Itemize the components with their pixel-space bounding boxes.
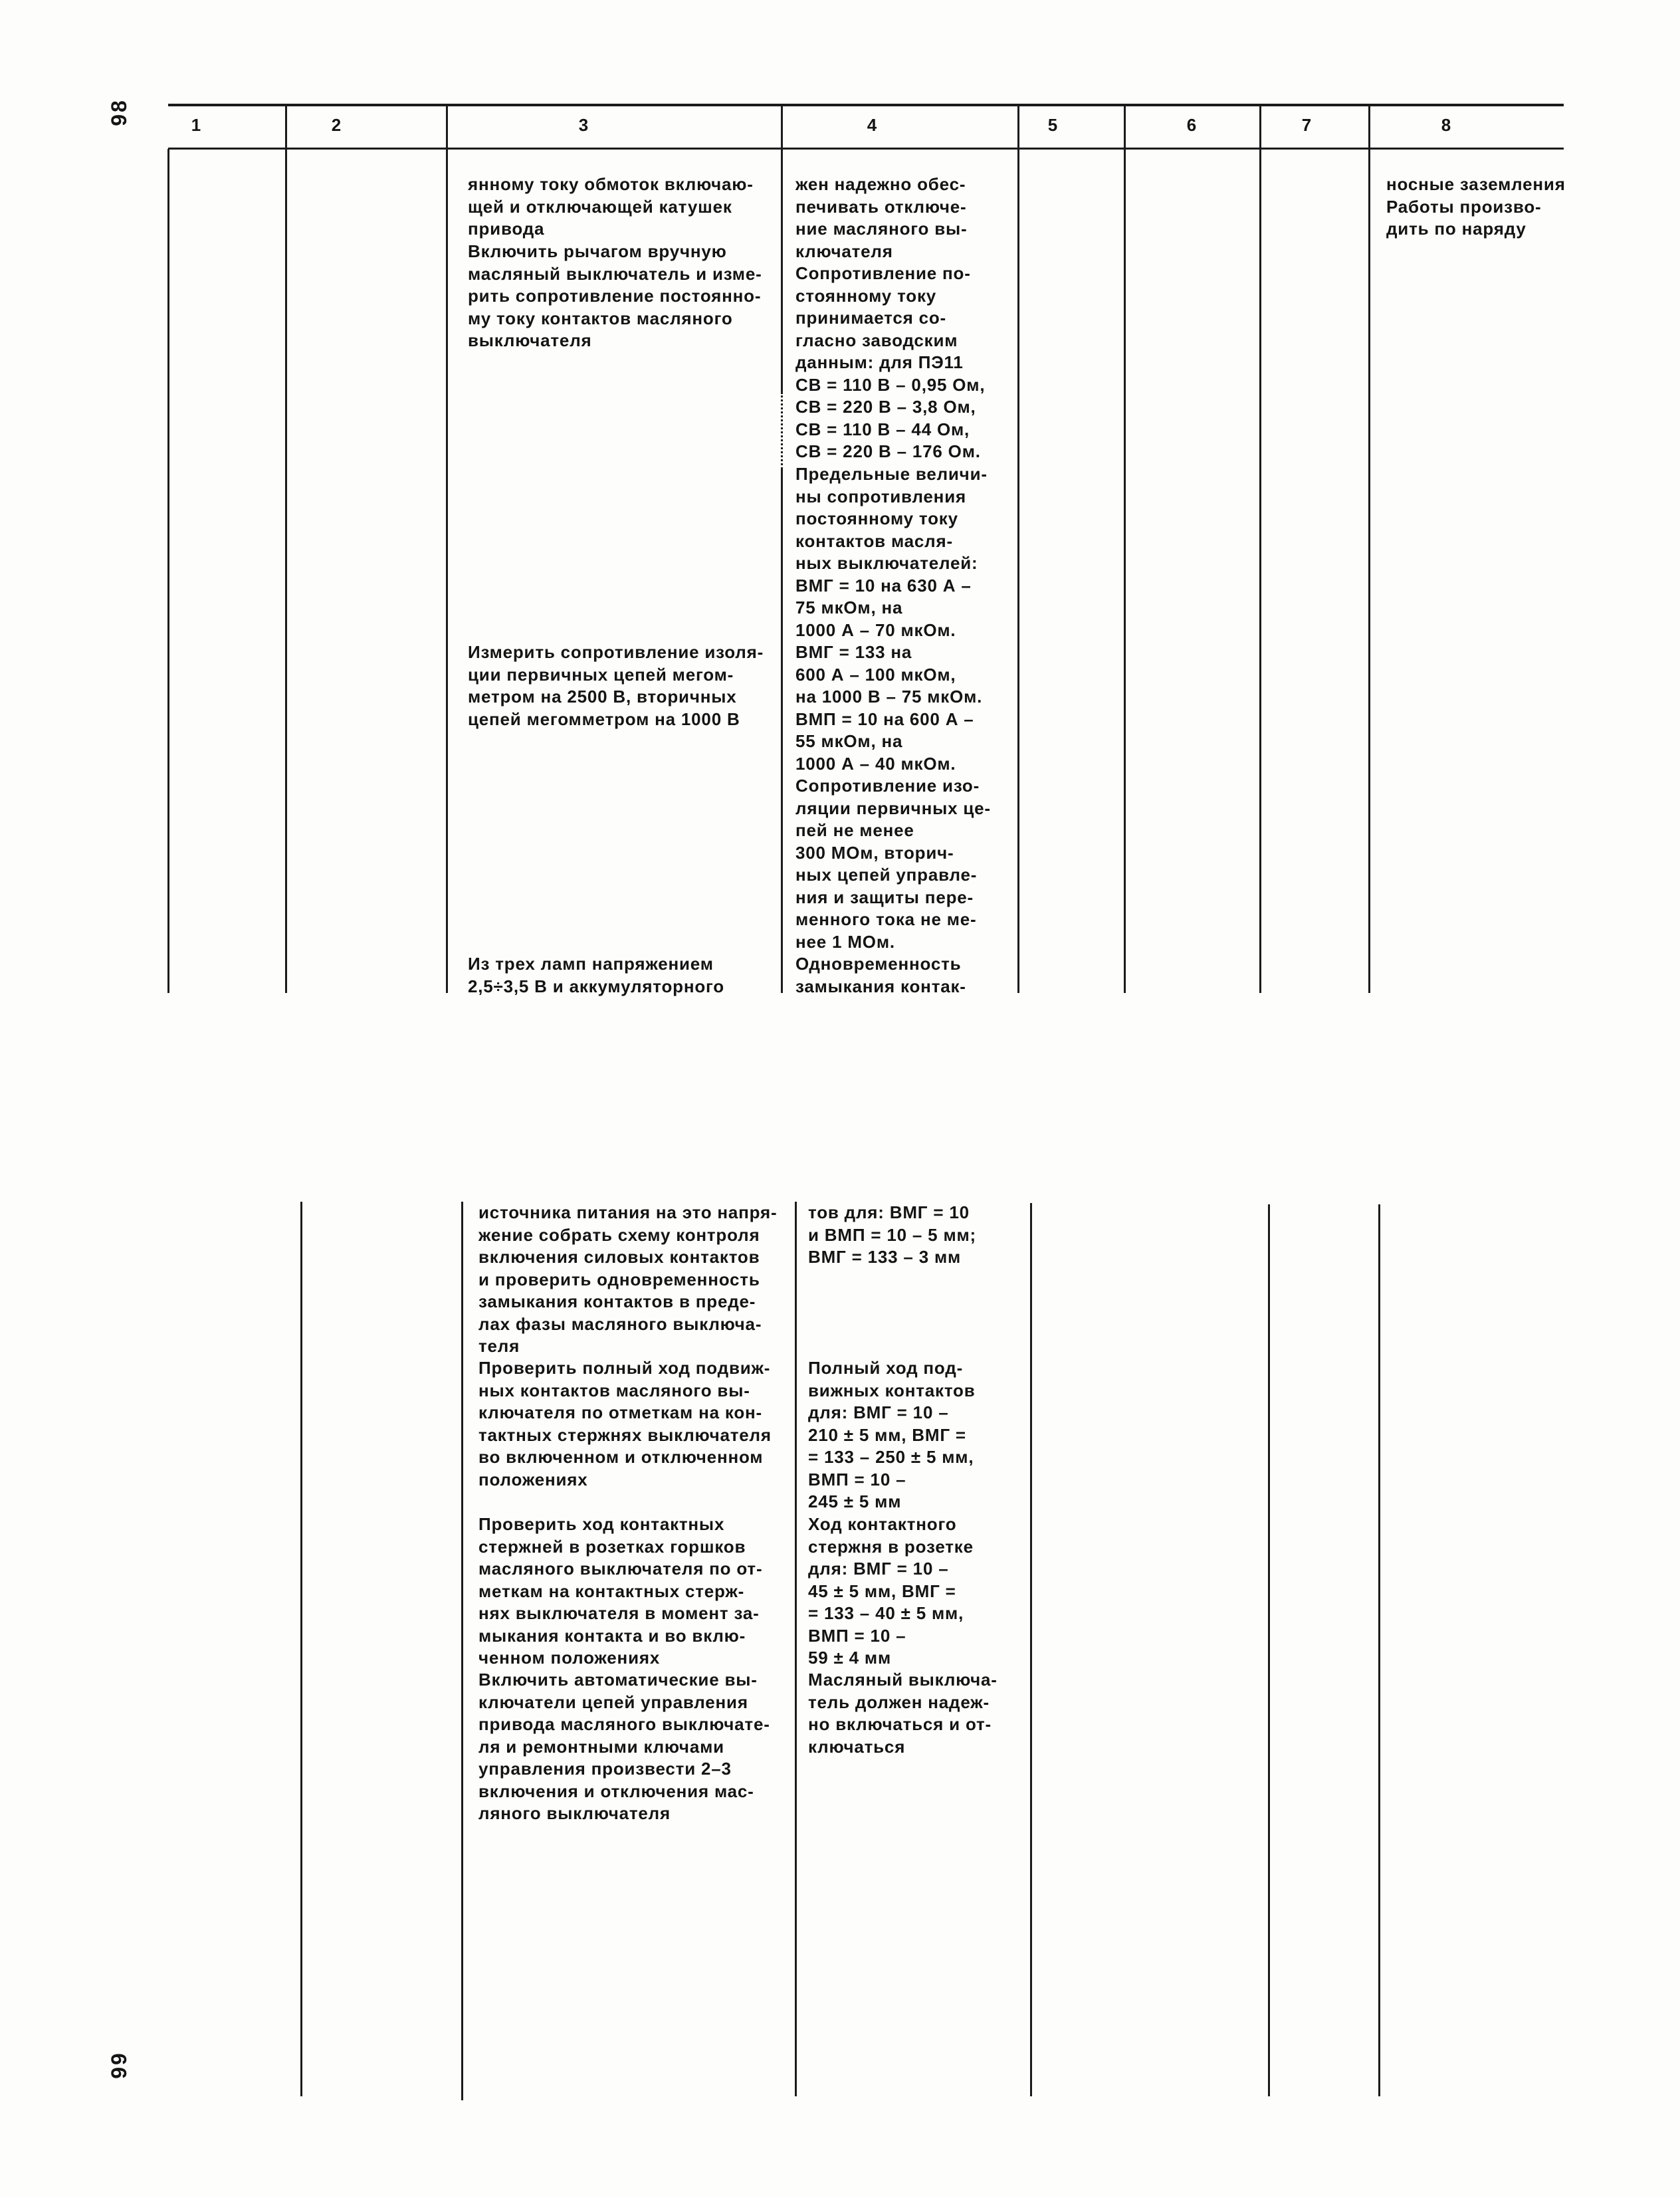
- column-divider-4-5: [1030, 1203, 1032, 2096]
- requirement-text: Ход контактного стержня в розетке для: ВМГ = 10 – 45 ± 5 мм, ВМГ = = 133 – 40 ± 5 мм, ВМП = 10 – 59 ± 4 мм: [808, 1514, 974, 1668]
- column-divider-1-2: [285, 104, 287, 993]
- requirement-text: Одновременность замыкания контак-: [795, 954, 966, 996]
- work-step-text: источника питания на это напря- жение собрать схему контроля включения силовых контактов и проверить одновременность замыкания контактов в преде- лах фазы масляного выключа- теля: [478, 1202, 778, 1356]
- requirement-text: Сопротивление по- стоянному току принимается со- гласно заводским данным: для ПЭ11 СВ = 110 В – 0,95 Ом, СВ = 220 В – 3,8 Ом, СВ = 110 В – 44 Ом, СВ = 220 В – 176 Ом.: [795, 263, 986, 461]
- column-number-5: 5: [1047, 115, 1058, 135]
- column-number-7: 7: [1301, 115, 1312, 135]
- column-number-1: 1: [191, 115, 201, 135]
- column-divider-4-5: [1017, 104, 1019, 993]
- page-number-lower: 99: [107, 2051, 131, 2079]
- column-divider-3-4-lower: [781, 469, 783, 993]
- work-step-text: Включить автоматические вы- ключатели цепей управления привода масляного выключате- ля и ремонтными ключами управления произвести 2–3 включения и отключения мас- ляного выключателя: [478, 1670, 770, 1823]
- column-divider-3-4: [795, 1202, 797, 2096]
- column-divider-3-4-broken-segment: [781, 392, 783, 469]
- work-step-text: янному току обмоток включаю- щей и отключающей катушек привода: [468, 174, 754, 239]
- column-divider-7-8: [1368, 104, 1370, 993]
- column-number-8: 8: [1441, 115, 1451, 135]
- column-divider-2-3: [461, 1202, 463, 2100]
- work-step-text: Из трех ламп напряжением 2,5÷3,5 В и аккумуляторного: [468, 954, 724, 996]
- requirement-text: Предельные величи- ны сопротивления постоянному току контактов масля- ных выключателей: ВМГ = 10 на 630 А – 75 мкОм, на 1000 А – 70 мкОм. ВМГ = 133 на 600 А – 100 мкОм, на 1000 В – 75 мкОм. ВМП = 10 на 600 А – 55 мкОм, на 1000 А – 40 мкОм.: [795, 464, 988, 774]
- requirement-text: жен надежно обес- печивать отключе- ние масляного вы- ключателя: [795, 174, 968, 261]
- column-number-3: 3: [578, 115, 589, 135]
- header-bottom-border: [168, 148, 1564, 150]
- table-left-border: [300, 1202, 302, 2096]
- column-divider-3-4: [781, 104, 783, 392]
- column-divider-6-7: [1268, 1204, 1270, 2096]
- column-divider-5-6: [1124, 104, 1126, 993]
- table-left-border: [167, 149, 169, 993]
- column-number-4: 4: [867, 115, 877, 135]
- page-number-upper: 98: [107, 98, 131, 126]
- note-text: носные заземления Работы произво- дить по наряду: [1386, 174, 1566, 239]
- requirement-text: Масляный выключа- тель должен надеж- но включаться и от- ключаться: [808, 1670, 998, 1757]
- column-divider-6-7: [1259, 104, 1261, 993]
- column-number-2: 2: [331, 115, 342, 135]
- work-step-text: Проверить полный ход подвиж- ных контактов масляного вы- ключателя по отметкам на кон- тактных стержнях выключателя во включенном и отключенном положениях: [478, 1358, 772, 1489]
- column-divider-2-3: [446, 104, 448, 993]
- work-step-text: Проверить ход контактных стержней в розетках горшков масляного выключателя по от- меткам на контактных стерж- нях выключателя в момент за- мыкания контакта и во вклю- ченном положениях: [478, 1514, 763, 1668]
- column-number-6: 6: [1186, 115, 1197, 135]
- requirement-text: Сопротивление изо- ляции первичных це- пей не менее 300 МОм, вторич- ных цепей управле- ния и защиты пере- менного тока не ме- нее 1 МОм.: [795, 776, 991, 952]
- work-step-text: Измерить сопротивление изоля- ции первичных цепей мегом- метром на 2500 В, вторичных цепей мегомметром на 1000 В: [468, 642, 764, 729]
- requirement-text: Полный ход под- вижных контактов для: ВМГ = 10 – 210 ± 5 мм, ВМГ = = 133 – 250 ± 5 мм, ВМП = 10 – 245 ± 5 мм: [808, 1358, 976, 1511]
- column-divider-7-8: [1378, 1204, 1380, 2096]
- requirement-text: тов для: ВМГ = 10 и ВМП = 10 – 5 мм; ВМГ = 133 – 3 мм: [808, 1202, 976, 1267]
- work-step-text: Включить рычагом вручную масляный выключатель и изме- рить сопротивление постоянно- му току контактов масляного выключателя: [468, 241, 762, 350]
- table-top-border: [168, 104, 1564, 106]
